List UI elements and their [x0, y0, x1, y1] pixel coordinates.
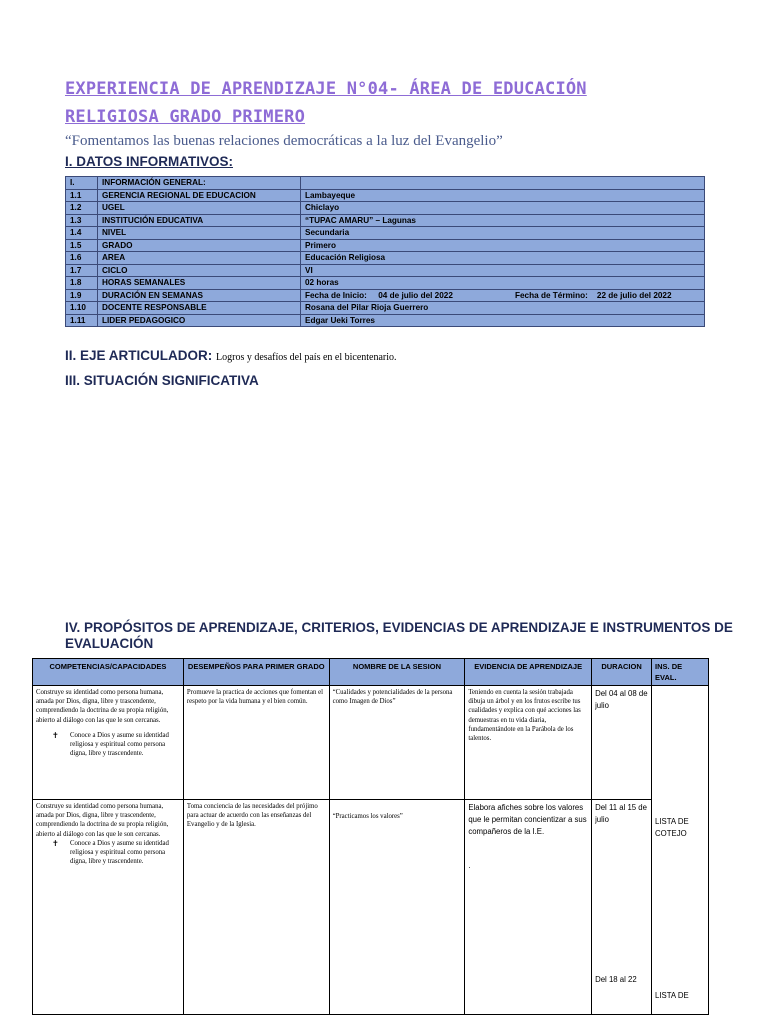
- info-value: 02 horas: [301, 277, 705, 290]
- info-num: I.: [66, 177, 98, 190]
- competencia-text: Construye su identidad como persona humana, amada por Dios, digna, libre y trascendente, comprendiendo la doctrina de su propia religión, abierto al diálogo con las que le son cercanas.: [36, 803, 169, 838]
- info-label: AREA: [98, 252, 301, 265]
- info-row: [66, 277, 705, 290]
- info-row: [66, 177, 705, 190]
- section4-heading-line2: EVALUACIÓN: [65, 636, 154, 651]
- info-value: Lambayeque: [301, 189, 705, 202]
- section3-heading: III. SITUACIÓN SIGNIFICATIVA: [65, 373, 259, 388]
- competencia-cell: [33, 686, 184, 800]
- section4-heading-line1: IV. PROPÓSITOS DE APRENDIZAJE, CRITERIOS, EVIDENCIAS DE APRENDIZAJE E INSTRUMENTOS DE: [65, 620, 733, 635]
- info-num: 1.6: [66, 252, 98, 265]
- info-label: INSTITUCIÓN EDUCATIVA: [98, 214, 301, 227]
- info-row: [66, 227, 705, 240]
- info-row: [66, 264, 705, 277]
- end-date: [515, 291, 672, 300]
- info-value: Primero: [301, 239, 705, 252]
- info-label: DURACIÓN EN SEMANAS: [98, 289, 301, 302]
- info-num: 1.8: [66, 277, 98, 290]
- info-label: UGEL: [98, 202, 301, 215]
- start-value: 04 de julio del 2022: [378, 290, 453, 300]
- info-num: 1.7: [66, 264, 98, 277]
- col-sesion: NOMBRE DE LA SESION: [329, 659, 465, 686]
- info-num: 1.11: [66, 314, 98, 327]
- info-value: Edgar Ueki Torres: [301, 314, 705, 327]
- propositos-header-row: [33, 659, 709, 686]
- info-value: [301, 289, 705, 302]
- info-num: 1.1: [66, 189, 98, 202]
- info-row: [66, 289, 705, 302]
- info-row: [66, 239, 705, 252]
- col-evidencia: EVIDENCIA DE APRENDIZAJE: [465, 659, 592, 686]
- col-instrumento: INS. DE EVAL.: [652, 659, 709, 686]
- info-row: [66, 302, 705, 315]
- info-row: [66, 214, 705, 227]
- duracion-cell: Del 04 al 08 de julio: [592, 686, 652, 800]
- info-label: LIDER PEDAGOGICO: [98, 314, 301, 327]
- info-value: Rosana del Pilar Rioja Guerrero: [301, 302, 705, 315]
- document-title-line1: EXPERIENCIA DE APRENDIZAJE N°04- ÁREA DE EDUCACIÓN: [65, 79, 587, 99]
- info-label: GERENCIA REGIONAL DE EDUCACION: [98, 189, 301, 202]
- competencia-cell: [33, 800, 184, 1015]
- info-value: “TUPAC AMARU” – Lagunas: [301, 214, 705, 227]
- desempeno-cell: Promueve la practica de acciones que fomentan el respeto por la vida humana y el bien común.: [183, 686, 329, 800]
- info-row: [66, 252, 705, 265]
- eje-text: Logros y desafíos del país en el bicentenario.: [216, 352, 397, 363]
- evidencia-cell: [465, 800, 592, 1015]
- datos-informativos-table: [65, 176, 705, 327]
- info-num: 1.2: [66, 202, 98, 215]
- end-label: Fecha de Término:: [515, 290, 588, 300]
- cross-bullet-icon: ✝: [52, 730, 59, 740]
- info-row: [66, 202, 705, 215]
- info-value: [301, 177, 705, 190]
- instrumento-text: LISTA DE COTEJO: [655, 817, 689, 838]
- info-num: 1.3: [66, 214, 98, 227]
- info-label: DOCENTE RESPONSABLE: [98, 302, 301, 315]
- col-duracion: DURACION: [592, 659, 652, 686]
- info-value: VI: [301, 264, 705, 277]
- capacidad-item: [36, 839, 180, 867]
- eje-heading: II. EJE ARTICULADOR:: [65, 348, 213, 363]
- info-label: CICLO: [98, 264, 301, 277]
- duracion-text: Del 11 al 15 de julio: [595, 803, 647, 824]
- info-row: [66, 189, 705, 202]
- start-date: [305, 290, 515, 301]
- cross-bullet-icon: ✝: [52, 838, 59, 848]
- end-value: 22 de julio del 2022: [596, 290, 672, 300]
- info-num: 1.9: [66, 289, 98, 302]
- sesion-cell: “Practicamos los valores”: [329, 800, 465, 1015]
- duracion-cell: [592, 800, 652, 1015]
- info-value: Secundaria: [301, 227, 705, 240]
- info-num: 1.4: [66, 227, 98, 240]
- section2-heading: [65, 348, 397, 363]
- info-value: Chiclayo: [301, 202, 705, 215]
- competencia-text: Construye su identidad como persona humana, amada por Dios, digna, libre y trascendente, comprendiendo la doctrina de su propia religión, abierto al diálogo con las que le son cercanas.: [36, 689, 169, 724]
- duracion-extra: Del 18 al 22: [595, 975, 637, 984]
- evidencia-cell: Teniendo en cuenta la sesión trabajada dibuja un árbol y en los frutos escribe tus cualidades y explica con qué acciones las demuestras en tu vida diaria, fundamentándote en la Parábola de los talentos.: [465, 686, 592, 800]
- sesion-cell: “Cualidades y potencialidades de la persona como Imagen de Dios”: [329, 686, 465, 800]
- info-num: 1.10: [66, 302, 98, 315]
- section1-heading: I. DATOS INFORMATIVOS:: [65, 154, 233, 169]
- table-row: [33, 800, 709, 1015]
- propositos-table: [32, 658, 709, 1015]
- info-row: [66, 314, 705, 327]
- info-label: HORAS SEMANALES: [98, 277, 301, 290]
- desempeno-cell: Toma conciencia de las necesidades del prójimo para actuar de acuerdo con las enseñanzas del Evangelio y de la Iglesia.: [183, 800, 329, 1015]
- info-label: INFORMACIÓN GENERAL:: [98, 177, 301, 190]
- start-label: Fecha de Inicio:: [305, 290, 367, 300]
- capacidad-item: [36, 731, 180, 759]
- capacidad-text: Conoce a Dios y asume su identidad religiosa y espiritual como persona digna, libre y trascendente.: [70, 839, 169, 866]
- info-label: NIVEL: [98, 227, 301, 240]
- table-row: [33, 686, 709, 800]
- motto: “Fomentamos las buenas relaciones democráticas a la luz del Evangelio”: [65, 133, 503, 149]
- info-num: 1.5: [66, 239, 98, 252]
- instrumento-cell: [652, 686, 709, 1015]
- info-value: Educación Religiosa: [301, 252, 705, 265]
- instrumento-extra: LISTA DE: [655, 991, 689, 1000]
- col-desempenos: DESEMPEÑOS PARA PRIMER GRADO: [183, 659, 329, 686]
- document-title-line2: RELIGIOSA GRADO PRIMERO: [65, 107, 306, 127]
- evidencia-text: Elabora afiches sobre los valores que le permitan concientizar a sus compañeros de la I.E.: [468, 803, 587, 836]
- info-label: GRADO: [98, 239, 301, 252]
- capacidad-text: Conoce a Dios y asume su identidad religiosa y espiritual como persona digna, libre y trascendente.: [70, 731, 169, 758]
- col-competencias: COMPETENCIAS/CAPACIDADES: [33, 659, 184, 686]
- evidencia-extra: .: [468, 861, 471, 870]
